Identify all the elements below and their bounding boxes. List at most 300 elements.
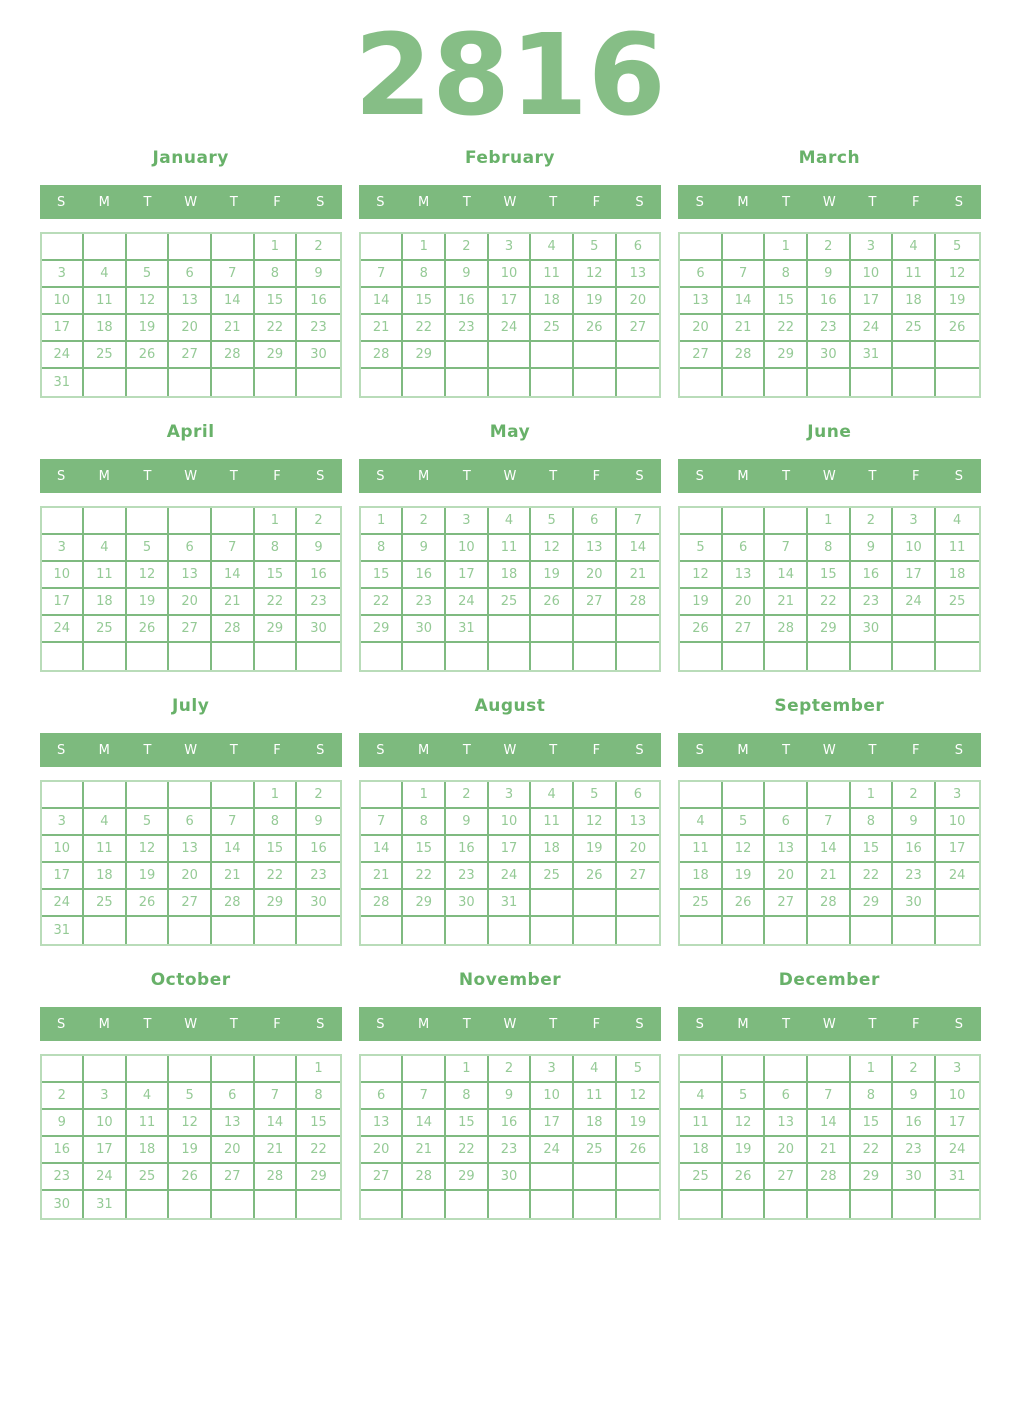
day-cell: 26 <box>723 890 766 917</box>
day-cell: 16 <box>297 836 340 863</box>
day-cell: 12 <box>936 261 979 288</box>
day-cell: 24 <box>893 589 936 616</box>
empty-day-cell <box>936 369 979 396</box>
day-cell: 23 <box>446 863 489 890</box>
weekday-header <box>359 185 661 219</box>
day-cell: 1 <box>403 234 446 261</box>
day-cell: 9 <box>893 809 936 836</box>
weekday-header <box>40 733 342 767</box>
day-cell: 7 <box>255 1083 298 1110</box>
empty-day-cell <box>84 643 127 670</box>
day-cell: 6 <box>169 535 212 562</box>
day-cell: 5 <box>127 535 170 562</box>
empty-day-cell <box>361 782 404 809</box>
day-grid <box>678 780 980 946</box>
day-cell: 20 <box>765 863 808 890</box>
day-cell: 1 <box>255 234 298 261</box>
day-cell: 22 <box>765 315 808 342</box>
day-cell: 11 <box>531 809 574 836</box>
empty-day-cell <box>361 917 404 944</box>
day-cell: 19 <box>723 863 766 890</box>
day-cell: 17 <box>531 1110 574 1137</box>
empty-day-cell <box>403 1056 446 1083</box>
day-cell: 18 <box>531 836 574 863</box>
empty-day-cell <box>255 643 298 670</box>
day-cell: 19 <box>936 288 979 315</box>
weekday-label: S <box>376 742 385 758</box>
empty-day-cell <box>765 917 808 944</box>
day-cell: 3 <box>936 1056 979 1083</box>
day-cell: 13 <box>169 836 212 863</box>
day-cell: 25 <box>680 1164 723 1191</box>
day-cell: 10 <box>489 261 532 288</box>
day-cell: 22 <box>808 589 851 616</box>
weekday-header <box>678 459 980 493</box>
weekday-label: M <box>418 468 430 484</box>
empty-day-cell <box>169 369 212 396</box>
day-cell: 27 <box>169 890 212 917</box>
day-cell: 21 <box>617 562 660 589</box>
empty-day-cell <box>680 1056 723 1083</box>
empty-day-cell <box>851 369 894 396</box>
empty-day-cell <box>446 643 489 670</box>
empty-day-cell <box>446 342 489 369</box>
empty-day-cell <box>574 342 617 369</box>
day-cell: 26 <box>574 863 617 890</box>
day-cell: 18 <box>84 589 127 616</box>
day-cell: 9 <box>808 261 851 288</box>
day-cell: 18 <box>84 863 127 890</box>
empty-day-cell <box>936 643 979 670</box>
day-cell: 10 <box>936 1083 979 1110</box>
day-cell: 4 <box>936 508 979 535</box>
day-cell: 14 <box>361 288 404 315</box>
day-cell: 23 <box>403 589 446 616</box>
empty-day-cell <box>531 616 574 643</box>
day-cell: 23 <box>893 863 936 890</box>
day-cell: 28 <box>765 616 808 643</box>
day-cell: 16 <box>42 1137 85 1164</box>
empty-day-cell <box>617 369 660 396</box>
month-title: March <box>798 148 861 168</box>
day-cell: 24 <box>42 890 85 917</box>
day-cell: 14 <box>403 1110 446 1137</box>
weekday-label: F <box>592 1016 601 1032</box>
day-cell: 19 <box>169 1137 212 1164</box>
weekday-header <box>40 185 342 219</box>
day-cell: 29 <box>403 890 446 917</box>
weekday-label: W <box>184 1016 198 1032</box>
day-cell: 10 <box>42 562 85 589</box>
day-cell: 24 <box>936 1137 979 1164</box>
day-cell: 6 <box>617 782 660 809</box>
empty-day-cell <box>765 1056 808 1083</box>
day-cell: 15 <box>403 836 446 863</box>
weekday-header <box>359 459 661 493</box>
empty-day-cell <box>127 508 170 535</box>
empty-day-cell <box>42 234 85 261</box>
day-cell: 6 <box>723 535 766 562</box>
day-cell: 25 <box>531 863 574 890</box>
day-cell: 21 <box>808 863 851 890</box>
day-cell: 31 <box>42 917 85 944</box>
day-cell: 2 <box>489 1056 532 1083</box>
day-grid <box>40 232 342 398</box>
weekday-label: M <box>98 194 110 210</box>
day-cell: 23 <box>893 1137 936 1164</box>
day-cell: 3 <box>84 1083 127 1110</box>
weekday-label: M <box>737 194 749 210</box>
empty-day-cell <box>446 917 489 944</box>
day-cell: 17 <box>489 836 532 863</box>
empty-day-cell <box>361 643 404 670</box>
day-cell: 13 <box>361 1110 404 1137</box>
day-grid <box>678 232 980 398</box>
day-cell: 13 <box>617 809 660 836</box>
day-cell: 11 <box>489 535 532 562</box>
empty-day-cell <box>212 369 255 396</box>
month-september <box>678 696 980 946</box>
day-cell: 31 <box>446 616 489 643</box>
day-cell: 21 <box>808 1137 851 1164</box>
empty-day-cell <box>169 508 212 535</box>
day-cell: 26 <box>617 1137 660 1164</box>
day-cell: 18 <box>893 288 936 315</box>
empty-day-cell <box>42 1056 85 1083</box>
day-cell: 19 <box>531 562 574 589</box>
day-cell: 10 <box>851 261 894 288</box>
day-cell: 8 <box>446 1083 489 1110</box>
day-cell: 10 <box>42 836 85 863</box>
month-january <box>40 148 342 398</box>
day-cell: 3 <box>893 508 936 535</box>
weekday-label: M <box>418 194 430 210</box>
day-cell: 29 <box>808 616 851 643</box>
empty-day-cell <box>936 1191 979 1218</box>
day-cell: 18 <box>574 1110 617 1137</box>
weekday-label: F <box>911 1016 920 1032</box>
day-cell: 31 <box>84 1191 127 1218</box>
day-grid <box>359 780 661 946</box>
day-cell: 30 <box>808 342 851 369</box>
day-cell: 23 <box>297 863 340 890</box>
day-cell: 4 <box>127 1083 170 1110</box>
weekday-label: T <box>782 468 791 484</box>
day-cell: 5 <box>127 809 170 836</box>
day-cell: 11 <box>574 1083 617 1110</box>
day-cell: 20 <box>212 1137 255 1164</box>
day-cell: 12 <box>127 836 170 863</box>
day-cell: 27 <box>212 1164 255 1191</box>
day-cell: 14 <box>808 1110 851 1137</box>
day-cell: 9 <box>297 809 340 836</box>
day-cell: 25 <box>127 1164 170 1191</box>
day-cell: 17 <box>936 836 979 863</box>
empty-day-cell <box>574 917 617 944</box>
day-cell: 18 <box>936 562 979 589</box>
day-cell: 5 <box>936 234 979 261</box>
day-cell: 29 <box>255 890 298 917</box>
empty-day-cell <box>531 643 574 670</box>
day-cell: 7 <box>212 535 255 562</box>
day-cell: 30 <box>297 616 340 643</box>
month-title: May <box>489 422 531 442</box>
empty-day-cell <box>169 782 212 809</box>
day-cell: 19 <box>723 1137 766 1164</box>
day-cell: 30 <box>446 890 489 917</box>
day-cell: 13 <box>574 535 617 562</box>
day-cell: 27 <box>169 616 212 643</box>
empty-day-cell <box>936 917 979 944</box>
empty-day-cell <box>127 782 170 809</box>
weekday-label: T <box>782 194 791 210</box>
empty-day-cell <box>893 1191 936 1218</box>
day-cell: 8 <box>403 261 446 288</box>
day-cell: 17 <box>489 288 532 315</box>
day-cell: 10 <box>42 288 85 315</box>
day-cell: 19 <box>680 589 723 616</box>
day-cell: 9 <box>297 535 340 562</box>
day-cell: 4 <box>489 508 532 535</box>
weekday-label: S <box>954 742 964 758</box>
weekday-label: S <box>56 194 66 210</box>
day-cell: 21 <box>255 1137 298 1164</box>
empty-day-cell <box>808 643 851 670</box>
day-cell: 22 <box>851 863 894 890</box>
weekday-label: T <box>229 194 238 210</box>
empty-day-cell <box>446 1191 489 1218</box>
empty-day-cell <box>212 508 255 535</box>
day-cell: 26 <box>531 589 574 616</box>
empty-day-cell <box>489 342 532 369</box>
month-title: August <box>474 696 546 716</box>
weekday-label: T <box>549 468 558 484</box>
day-cell: 20 <box>361 1137 404 1164</box>
day-cell: 27 <box>574 589 617 616</box>
year-title: 2816 <box>354 11 666 141</box>
day-cell: 17 <box>446 562 489 589</box>
weekday-label: T <box>868 742 877 758</box>
weekday-label: S <box>954 194 964 210</box>
weekday-label: F <box>911 194 920 210</box>
day-cell: 3 <box>489 782 532 809</box>
day-cell: 3 <box>42 261 85 288</box>
day-cell: 16 <box>297 562 340 589</box>
day-cell: 14 <box>765 562 808 589</box>
weekday-label: S <box>316 194 325 210</box>
empty-day-cell <box>617 890 660 917</box>
day-cell: 17 <box>42 863 85 890</box>
weekday-label: S <box>695 1016 704 1032</box>
day-cell: 20 <box>765 1137 808 1164</box>
day-cell: 8 <box>765 261 808 288</box>
day-cell: 21 <box>765 589 808 616</box>
day-cell: 3 <box>851 234 894 261</box>
weekday-header <box>678 185 980 219</box>
month-title: June <box>807 422 852 442</box>
day-cell: 5 <box>617 1056 660 1083</box>
day-cell: 16 <box>297 288 340 315</box>
day-cell: 15 <box>361 562 404 589</box>
day-cell: 8 <box>297 1083 340 1110</box>
day-cell: 23 <box>489 1137 532 1164</box>
weekday-label: T <box>868 194 877 210</box>
day-cell: 7 <box>403 1083 446 1110</box>
day-cell: 20 <box>169 589 212 616</box>
empty-day-cell <box>361 1191 404 1218</box>
weekday-label: S <box>635 468 644 484</box>
day-cell: 15 <box>765 288 808 315</box>
weekday-label: T <box>462 468 471 484</box>
day-cell: 1 <box>255 782 298 809</box>
empty-day-cell <box>723 643 766 670</box>
month-april <box>40 422 342 672</box>
empty-day-cell <box>723 508 766 535</box>
day-cell: 10 <box>893 535 936 562</box>
weekday-label: W <box>184 468 198 484</box>
day-cell: 31 <box>489 890 532 917</box>
month-title: July <box>171 696 210 716</box>
day-cell: 6 <box>169 809 212 836</box>
day-cell: 22 <box>851 1137 894 1164</box>
day-cell: 31 <box>936 1164 979 1191</box>
day-cell: 22 <box>255 315 298 342</box>
empty-day-cell <box>489 369 532 396</box>
day-grid <box>678 506 980 672</box>
day-cell: 6 <box>574 508 617 535</box>
empty-day-cell <box>723 369 766 396</box>
day-cell: 26 <box>723 1164 766 1191</box>
day-cell: 7 <box>765 535 808 562</box>
day-cell: 27 <box>617 863 660 890</box>
empty-day-cell <box>680 917 723 944</box>
empty-day-cell <box>212 782 255 809</box>
day-cell: 17 <box>851 288 894 315</box>
month-title: November <box>458 970 562 990</box>
empty-day-cell <box>808 1191 851 1218</box>
day-cell: 2 <box>297 234 340 261</box>
day-cell: 21 <box>361 315 404 342</box>
day-cell: 19 <box>127 589 170 616</box>
weekday-label: S <box>635 742 644 758</box>
empty-day-cell <box>680 369 723 396</box>
day-cell: 3 <box>489 234 532 261</box>
day-cell: 2 <box>42 1083 85 1110</box>
weekday-label: T <box>143 1016 152 1032</box>
weekday-label: T <box>462 194 471 210</box>
day-cell: 23 <box>808 315 851 342</box>
weekday-label: F <box>911 742 920 758</box>
day-cell: 2 <box>893 782 936 809</box>
day-cell: 21 <box>723 315 766 342</box>
empty-day-cell <box>531 342 574 369</box>
day-cell: 14 <box>808 836 851 863</box>
weekday-label: T <box>868 468 877 484</box>
empty-day-cell <box>255 917 298 944</box>
day-cell: 28 <box>808 890 851 917</box>
empty-day-cell <box>84 782 127 809</box>
day-cell: 22 <box>255 589 298 616</box>
day-cell: 4 <box>84 261 127 288</box>
day-cell: 28 <box>255 1164 298 1191</box>
empty-day-cell <box>169 1056 212 1083</box>
day-cell: 4 <box>574 1056 617 1083</box>
month-title: September <box>774 696 885 716</box>
day-cell: 18 <box>84 315 127 342</box>
day-cell: 6 <box>617 234 660 261</box>
day-cell: 14 <box>212 288 255 315</box>
empty-day-cell <box>723 1056 766 1083</box>
day-cell: 5 <box>723 1083 766 1110</box>
empty-day-cell <box>84 508 127 535</box>
empty-day-cell <box>765 782 808 809</box>
day-cell: 25 <box>893 315 936 342</box>
day-cell: 16 <box>403 562 446 589</box>
empty-day-cell <box>617 342 660 369</box>
day-cell: 12 <box>531 535 574 562</box>
day-cell: 8 <box>851 1083 894 1110</box>
empty-day-cell <box>808 369 851 396</box>
weekday-label: S <box>635 1016 644 1032</box>
day-cell: 11 <box>84 288 127 315</box>
day-cell: 28 <box>617 589 660 616</box>
day-cell: 16 <box>446 836 489 863</box>
day-cell: 15 <box>446 1110 489 1137</box>
weekday-label: T <box>143 742 152 758</box>
weekday-label: S <box>316 468 325 484</box>
month-title: October <box>150 970 231 990</box>
day-grid <box>678 1054 980 1220</box>
day-cell: 8 <box>255 261 298 288</box>
day-cell: 29 <box>851 890 894 917</box>
month-august <box>359 696 661 946</box>
empty-day-cell <box>617 616 660 643</box>
weekday-header <box>40 1007 342 1041</box>
day-cell: 30 <box>297 342 340 369</box>
weekday-label: M <box>418 1016 430 1032</box>
empty-day-cell <box>617 1164 660 1191</box>
day-cell: 3 <box>936 782 979 809</box>
day-cell: 22 <box>446 1137 489 1164</box>
day-cell: 27 <box>169 342 212 369</box>
day-cell: 4 <box>84 535 127 562</box>
day-cell: 5 <box>127 261 170 288</box>
day-grid <box>40 506 342 672</box>
day-cell: 16 <box>446 288 489 315</box>
empty-day-cell <box>403 917 446 944</box>
weekday-label: T <box>549 194 558 210</box>
month-november <box>359 970 661 1220</box>
weekday-label: M <box>98 742 110 758</box>
day-cell: 12 <box>680 562 723 589</box>
day-cell: 17 <box>893 562 936 589</box>
weekday-label: T <box>549 1016 558 1032</box>
day-cell: 26 <box>574 315 617 342</box>
empty-day-cell <box>808 782 851 809</box>
day-cell: 12 <box>574 809 617 836</box>
empty-day-cell <box>936 890 979 917</box>
day-cell: 26 <box>680 616 723 643</box>
empty-day-cell <box>212 1191 255 1218</box>
day-cell: 16 <box>893 836 936 863</box>
day-cell: 10 <box>489 809 532 836</box>
empty-day-cell <box>574 890 617 917</box>
day-cell: 4 <box>84 809 127 836</box>
empty-day-cell <box>169 1191 212 1218</box>
day-cell: 19 <box>127 863 170 890</box>
empty-day-cell <box>851 917 894 944</box>
day-cell: 26 <box>127 616 170 643</box>
